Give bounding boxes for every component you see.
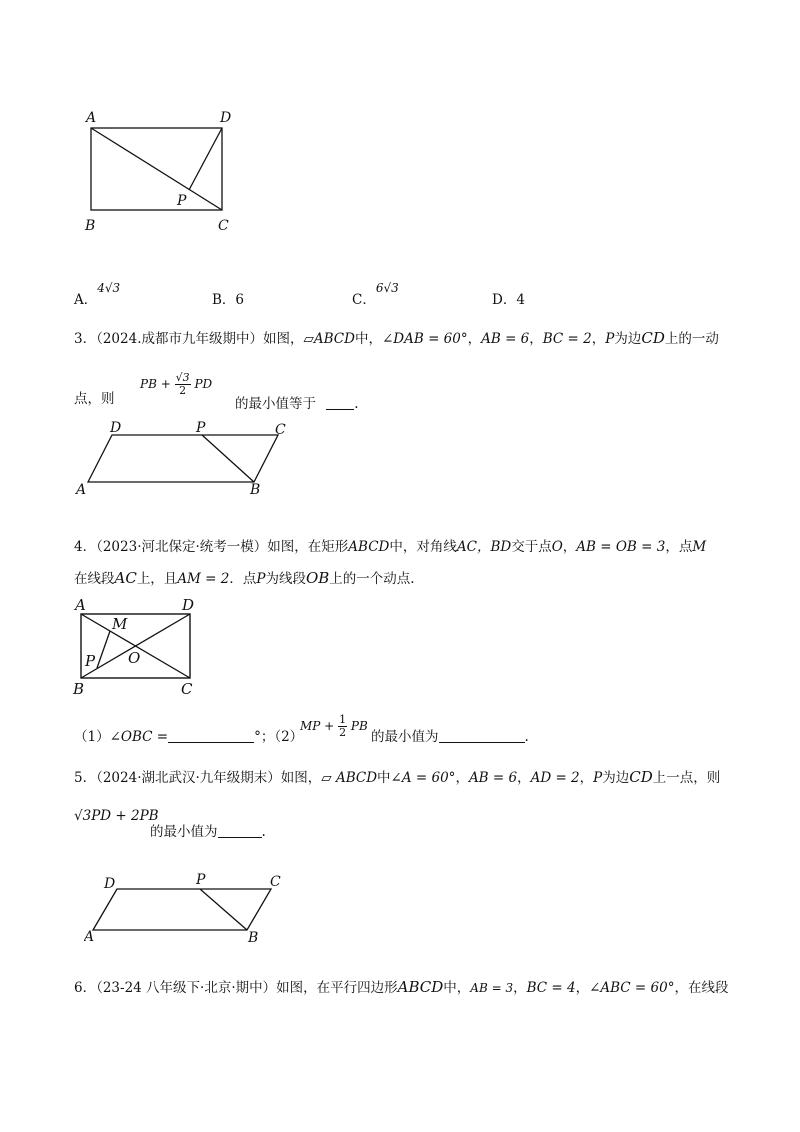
option-d-label: D． xyxy=(492,292,517,308)
q5-cd: CD xyxy=(629,768,653,786)
q5-expr: √3PD + 2PB xyxy=(74,808,159,824)
q5-para: ▱ ABCD xyxy=(321,770,378,786)
q5-cond1: ∠A = 60° xyxy=(390,770,456,786)
q3-frac-num: √3 xyxy=(175,371,190,384)
q5-cond3: AD = 2 xyxy=(530,770,580,786)
q6-tail: ，在线段 xyxy=(674,980,729,996)
q6-cond2: BC = 4 xyxy=(526,980,576,996)
option-b-label: B． xyxy=(212,292,236,308)
q4-am: AM = 2 xyxy=(177,571,230,587)
label-a: A xyxy=(76,482,87,498)
q5-sep1: ， xyxy=(455,770,469,786)
label-c: C xyxy=(181,680,193,698)
q4-ans-p1: （1） xyxy=(74,729,110,745)
label-c: C xyxy=(270,874,281,890)
q5-expression xyxy=(74,808,159,824)
q4-cond: AB = OB = 3 xyxy=(576,539,666,555)
q4-ans-p2: （2） xyxy=(274,729,304,745)
option-c-label: C． xyxy=(352,292,376,308)
label-a: A xyxy=(86,110,97,126)
figure-parallelogram-q5 xyxy=(84,866,304,946)
option-d xyxy=(492,288,525,308)
q4-line2a: 在线段 xyxy=(74,571,115,587)
q3-para: ▱ABCD xyxy=(303,331,355,347)
q4-o: O xyxy=(551,539,563,555)
segment-pb xyxy=(200,889,247,930)
label-p: P xyxy=(196,420,206,436)
option-b xyxy=(212,288,244,308)
label-d: D xyxy=(110,420,122,436)
q5-period: . xyxy=(261,824,266,840)
option-a-value: 4√3 xyxy=(97,281,121,295)
q6-sep2: ， xyxy=(575,980,590,996)
q4-mid3: ，点 xyxy=(665,539,693,555)
q5-source: （2024·湖北武汉·九年级期末）如图， xyxy=(96,770,322,786)
parallelogram-abcd xyxy=(93,889,271,930)
q5-cond2: AB = 6 xyxy=(468,770,518,786)
option-c xyxy=(352,281,399,308)
q3-cond2: AB = 6 xyxy=(481,331,530,347)
q5-p: P xyxy=(593,770,603,786)
q6-abcd: ABCD xyxy=(397,978,444,996)
q3-line2-end: 的最小值等于 xyxy=(235,396,316,412)
q5-sep2: ， xyxy=(517,770,531,786)
segment-dp xyxy=(189,128,222,190)
figure-rectangle-q4 xyxy=(70,594,210,700)
q4-expression xyxy=(300,714,368,739)
q5-mid1: 中 xyxy=(377,770,391,786)
q4-ob: OB xyxy=(305,569,330,587)
q6-line1 xyxy=(74,977,728,998)
q3-number: 3． xyxy=(74,331,97,347)
option-a-label: A． xyxy=(74,292,98,308)
q3-cond1: ∠DAB = 60° xyxy=(381,331,468,347)
q3-sep3: ， xyxy=(591,331,606,347)
q4-fraction xyxy=(338,714,347,739)
q4-line2b: 上，且 xyxy=(136,571,178,587)
q4-line2d: 为线段 xyxy=(265,571,306,587)
q4-diag: AC，BD xyxy=(456,539,512,555)
segment-pb xyxy=(202,435,254,482)
q6-cond3: ∠ABC = 60° xyxy=(589,980,675,996)
q3-sep2: ， xyxy=(529,331,543,347)
option-a xyxy=(74,281,121,308)
label-o: O xyxy=(128,649,141,667)
label-d: D xyxy=(220,110,232,126)
option-c-value: 6√3 xyxy=(375,281,399,295)
q4-answer-blank-2[interactable] xyxy=(439,742,525,743)
q3-expr-a: PB + xyxy=(140,377,171,391)
q4-angle: ∠OBC = xyxy=(109,729,169,745)
label-d: D xyxy=(182,596,195,614)
q4-mid1: 中，对角线 xyxy=(389,539,457,555)
q4-mp: MP + xyxy=(300,719,335,733)
label-c: C xyxy=(275,422,286,438)
label-a: A xyxy=(75,596,86,614)
q4-frac-den: 2 xyxy=(339,726,347,739)
q4-number: 4． xyxy=(74,539,97,555)
q4-ans-end: 的最小值为 xyxy=(371,729,439,745)
q4-answers-end xyxy=(371,727,529,747)
q3-p: P xyxy=(605,331,615,347)
option-b-value: 6 xyxy=(235,292,245,308)
q4-mid2: 交于点 xyxy=(511,539,552,555)
q5-sep3: ， xyxy=(579,770,594,786)
q4-deg: °； xyxy=(254,729,275,745)
label-d: D xyxy=(104,876,116,892)
figure-parallelogram-q3 xyxy=(74,418,324,500)
q3-cd: CD xyxy=(641,329,665,347)
q4-source: （2023·河北保定·统考一模）如图，在矩形 xyxy=(96,539,349,555)
q5-number: 5． xyxy=(74,770,97,786)
q3-source: （2024.成都市九年级期中）如图， xyxy=(96,331,304,347)
q3-line1 xyxy=(74,328,719,349)
q3-period: . xyxy=(354,396,359,412)
label-p: P xyxy=(85,652,96,670)
q4-line1 xyxy=(74,537,706,557)
diagonal-ac xyxy=(91,128,222,210)
q3-cond3: BC = 2 xyxy=(542,331,592,347)
q3-expr-b: PD xyxy=(194,377,213,391)
q4-abcd: ABCD xyxy=(348,539,390,555)
label-m: M xyxy=(112,615,128,633)
q4-period: . xyxy=(524,729,529,745)
q4-ac: AC xyxy=(114,569,137,587)
q3-line2-start: 点，则 xyxy=(74,391,115,407)
label-b: B xyxy=(85,218,96,234)
q4-sep: ， xyxy=(562,539,577,555)
q3-mid1: 中， xyxy=(354,331,382,347)
q4-line2e: 上的一个动点. xyxy=(329,571,415,587)
q3-sep1: ， xyxy=(467,331,482,347)
q4-frac-num: 1 xyxy=(339,713,347,726)
q4-m: M xyxy=(692,539,707,555)
q6-cond1: AB = 3 xyxy=(470,981,514,995)
q3-line2 xyxy=(74,389,142,409)
q4-answer-blank-1[interactable] xyxy=(168,742,254,743)
q5-line2 xyxy=(150,822,266,842)
q6-number: 6． xyxy=(74,980,97,996)
label-b: B xyxy=(250,482,261,498)
q4-line2c: ．点 xyxy=(229,571,257,587)
q3-line2-end-wrap xyxy=(235,394,359,414)
parallelogram-abcd xyxy=(88,435,278,482)
q4-answers xyxy=(74,727,303,747)
figure-rectangle-p xyxy=(80,105,250,240)
label-b: B xyxy=(248,930,259,946)
q5-line1 xyxy=(74,767,720,788)
q5-tail1: 为边 xyxy=(602,770,630,786)
q3-tail1: 为边 xyxy=(614,331,642,347)
q5-line2-end: 的最小值为 xyxy=(150,824,218,840)
q3-frac-den: 2 xyxy=(179,384,187,397)
q6-source: （23-24 八年级下·北京·期中）如图，在平行四边形 xyxy=(96,980,398,996)
q3-tail2: 上的一动 xyxy=(664,331,719,347)
q5-tail2: 上一点，则 xyxy=(652,770,721,786)
q4-line2 xyxy=(74,568,415,589)
label-p: P xyxy=(177,193,187,209)
q6-mid1: 中， xyxy=(443,980,471,996)
label-a: A xyxy=(84,929,95,945)
label-c: C xyxy=(218,218,229,234)
q5-answer-blank[interactable] xyxy=(218,837,262,838)
q6-sep1: ， xyxy=(513,980,527,996)
q4-p: P xyxy=(256,571,266,587)
q3-expression xyxy=(140,372,212,397)
q4-pb: PB xyxy=(350,719,368,733)
q3-answer-blank[interactable] xyxy=(326,409,354,410)
q3-fraction xyxy=(175,372,191,397)
label-p: P xyxy=(196,872,206,888)
option-d-value: 4 xyxy=(516,292,525,308)
label-b: B xyxy=(73,680,85,698)
